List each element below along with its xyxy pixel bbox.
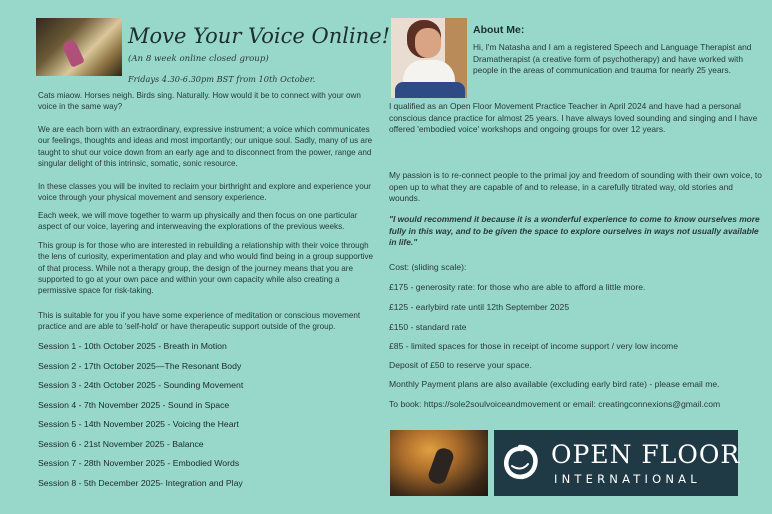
autumn-dancer-photo: [390, 430, 488, 496]
session-item: Session 7 - 28th November 2025 - Embodied Words: [38, 458, 240, 468]
weekly-paragraph: Each week, we will move together to warm up physically and then focus on one particular aspect of our voice, layering and interweaving the explorations of the previous weeks.: [38, 211, 358, 232]
natasha-portrait-photo: [391, 18, 467, 98]
dancer-forest-photo: [36, 18, 122, 76]
session-item: Session 8 - 5th December 2025- Integration and Play: [38, 477, 243, 488]
cost-heading: Cost: (sliding scale):: [389, 262, 467, 272]
passion-paragraph: My passion is to re-connect people to the primal joy and freedom of sounding with their own voice, to open up to what they are capable of and to release, in a carefully titrated way, old stories and wounds.: [389, 170, 762, 203]
voice-paragraph: We are each born with an extraordinary, expressive instrument; a voice which communicates our feelings, thoughts and ideas and most importantly; our unique soul. Sadly, many of us are taught to shut our voice down from an early age and to disconnect from the power, range and singular delight of this intrinsic, somatic, sonic resource.: [38, 125, 373, 168]
portrait-head: [415, 28, 441, 58]
logo-wordmark: OPEN FLOOR: [551, 440, 741, 469]
event-subtitle: (An 8 week online closed group): [128, 54, 269, 64]
payment-plan-note: Monthly Payment plans are also available (excluding early bird rate) - please email me.: [389, 379, 720, 389]
qualification-paragraph: I qualified as an Open Floor Movement Practice Teacher in April 2024 and have had a personal conscious dance practice for almost 25 years. I have always loved sounding and singing and I have offered 'embodied voice' workshops and ongoing groups for over 12 years.: [389, 101, 758, 134]
dancer-figure: [61, 38, 85, 67]
dancer-silhouette: [426, 446, 455, 486]
open-floor-logo: [494, 430, 741, 496]
suitability-paragraph: This is suitable for you if you have some experience of meditation or conscious movement practice and are able to 'self-hold' or have therapeutic support outside of the group.: [38, 311, 361, 332]
about-heading: About Me:: [473, 24, 525, 36]
page-title: Move Your Voice Online!: [128, 24, 391, 48]
session-item: Session 6 - 21st November 2025 - Balance: [38, 438, 204, 449]
event-schedule: Fridays 4.30-6.30pm BST from 10th October.: [128, 74, 316, 84]
cost-item: £150 - standard rate: [389, 322, 467, 332]
group-paragraph: This group is for those who are interested in rebuilding a relationship with their voice through the lens of curiosity, experimentation and play and who would find being in a group supportive of that process. While not a therapy group, the design of the journey means that you are supported to go at your own pace and within your own capacity while also creating a permissive space for risk-taking.: [38, 241, 374, 296]
deposit-note: Deposit of £50 to reserve your space.: [389, 360, 532, 370]
session-list: [38, 341, 378, 497]
session-item: Session 4 - 7th November 2025 - Sound in Space: [38, 399, 230, 410]
cost-item: £125 - earlybird rate until 12th September 2025: [389, 302, 570, 312]
testimonial-quote: "I would recommend it because it is a wonderful experience to come to know ourselves more fully in this way, and to be given the space to explore ourselves in ways not usually available in life.": [389, 214, 760, 247]
classes-paragraph: In these classes you will be invited to reclaim your birthright and explore and experience your voice through your physical movement and sensory experience.: [38, 182, 371, 203]
cost-item: £175 - generosity rate: for those who are able to afford a little more.: [389, 282, 646, 292]
portrait-legs: [395, 82, 465, 98]
session-item: Session 1 - 10th October 2025 - Breath in Motion: [38, 341, 227, 351]
booking-info: To book: https://sole2soulvoiceandmovement or email: creatingconnexions@gmail.com: [389, 399, 721, 409]
intro-paragraph: Cats miaow. Horses neigh. Birds sing. Naturally. How would it be to connect with your own voice in the same way?: [38, 91, 361, 112]
session-item: Session 2 - 17th October 2025—The Resonant Body: [38, 360, 242, 371]
session-item: Session 5 - 14th November 2025 - Voicing the Heart: [38, 419, 239, 429]
session-item: Session 3 - 24th October 2025 - Sounding Movement: [38, 380, 244, 390]
cost-item: £85 - limited spaces for those in receipt of income support / very low income: [389, 341, 678, 351]
logo-subtitle: INTERNATIONAL: [554, 472, 701, 486]
enso-circle-icon: [500, 442, 540, 482]
about-intro: Hi, I'm Natasha and I am a registered Speech and Language Therapist and Dramatherapist (a creative form of psychotherapy) and have worked with people in the areas of communication and trauma for nearly 25 years.: [473, 42, 752, 75]
